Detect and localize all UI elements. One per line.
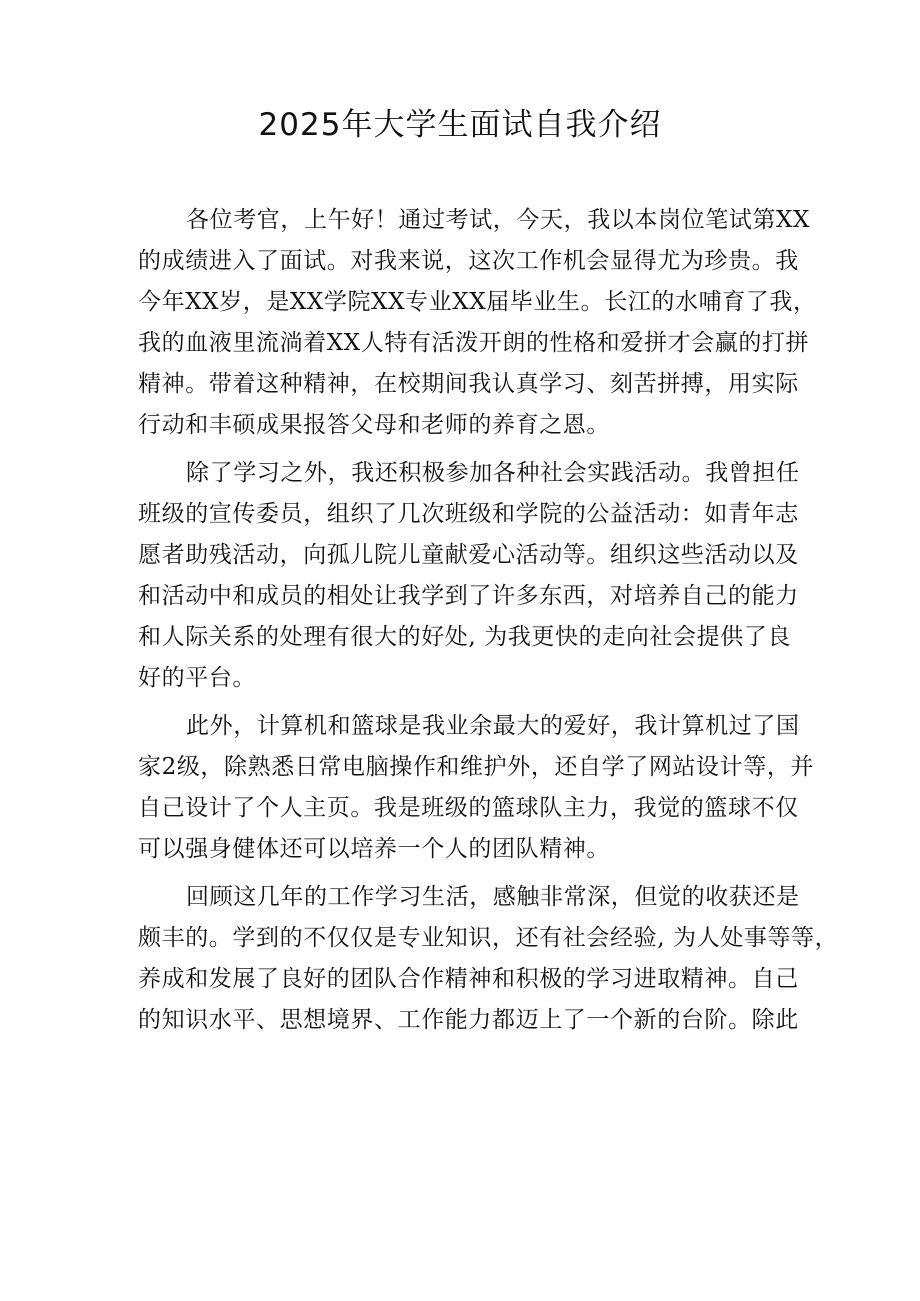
text-line: 除了学习之外，我还积极参加各种社会实践活动。我曾担任 — [186, 460, 800, 486]
text-line: 的知识水平、思想境界、工作能力都迈上了一个新的台阶。除此 — [138, 1007, 799, 1033]
text-line: 班级的宣传委员，组织了几次班级和学院的公益活动：如青年志 — [138, 501, 799, 527]
paragraph — [138, 706, 815, 870]
text-line: 好的平台。 — [138, 665, 256, 691]
text-line: 今年XX岁，是XX学院XX专业XX届毕业生。长江的水哺育了我， — [138, 289, 817, 315]
text-line: 回顾这几年的工作学习生活，感触非常深，但觉的收获还是 — [186, 884, 800, 910]
document-body — [138, 200, 839, 1048]
text-line: 养成和发展了良好的团队合作精神和积极的学习进取精神。自己 — [138, 966, 799, 992]
text-line: 此外，计算机和篮球是我业余最大的爱好，我计算机过了国 — [186, 713, 800, 739]
paragraph — [138, 877, 839, 1041]
text-line: 愿者助残活动，向孤儿院儿童献爱心活动等。组织这些活动以及 — [138, 542, 799, 568]
paragraph — [138, 453, 798, 699]
text-line: 和活动中和成员的相处让我学到了许多东西，对培养自己的能力 — [138, 583, 799, 609]
text-line: 和人际关系的处理有很大的好处, 为我更快的走向社会提供了良 — [138, 624, 792, 650]
text-line: 行动和丰硕成果报答父母和老师的养育之恩。 — [138, 412, 610, 438]
paragraph — [138, 200, 817, 446]
text-line: 的成绩进入了面试。对我来说，这次工作机会显得尤为珍贵。我 — [138, 248, 799, 274]
text-line: 家2级，除熟悉日常电脑操作和维护外，还自学了网站设计等，并 — [138, 754, 815, 780]
text-line: 颇丰的。学到的不仅仅是专业知识，还有社会经验, 为人处事等等， — [138, 925, 839, 951]
text-line: 各位考官，上午好！通过考试，今天，我以本岗位笔试第XX — [186, 207, 810, 233]
text-line: 我的血液里流淌着XX人特有活泼开朗的性格和爱拼才会赢的打拼 — [138, 330, 810, 356]
text-line: 可以强身健体还可以培养一个人的团队精神。 — [138, 836, 610, 862]
text-line: 自己设计了个人主页。我是班级的篮球队主力，我觉的篮球不仅 — [138, 795, 799, 821]
text-line: 精神。带着这种精神，在校期间我认真学习、刻苦拼搏，用实际 — [138, 371, 799, 397]
document-title: 2025年大学生面试自我介绍 — [258, 107, 662, 143]
